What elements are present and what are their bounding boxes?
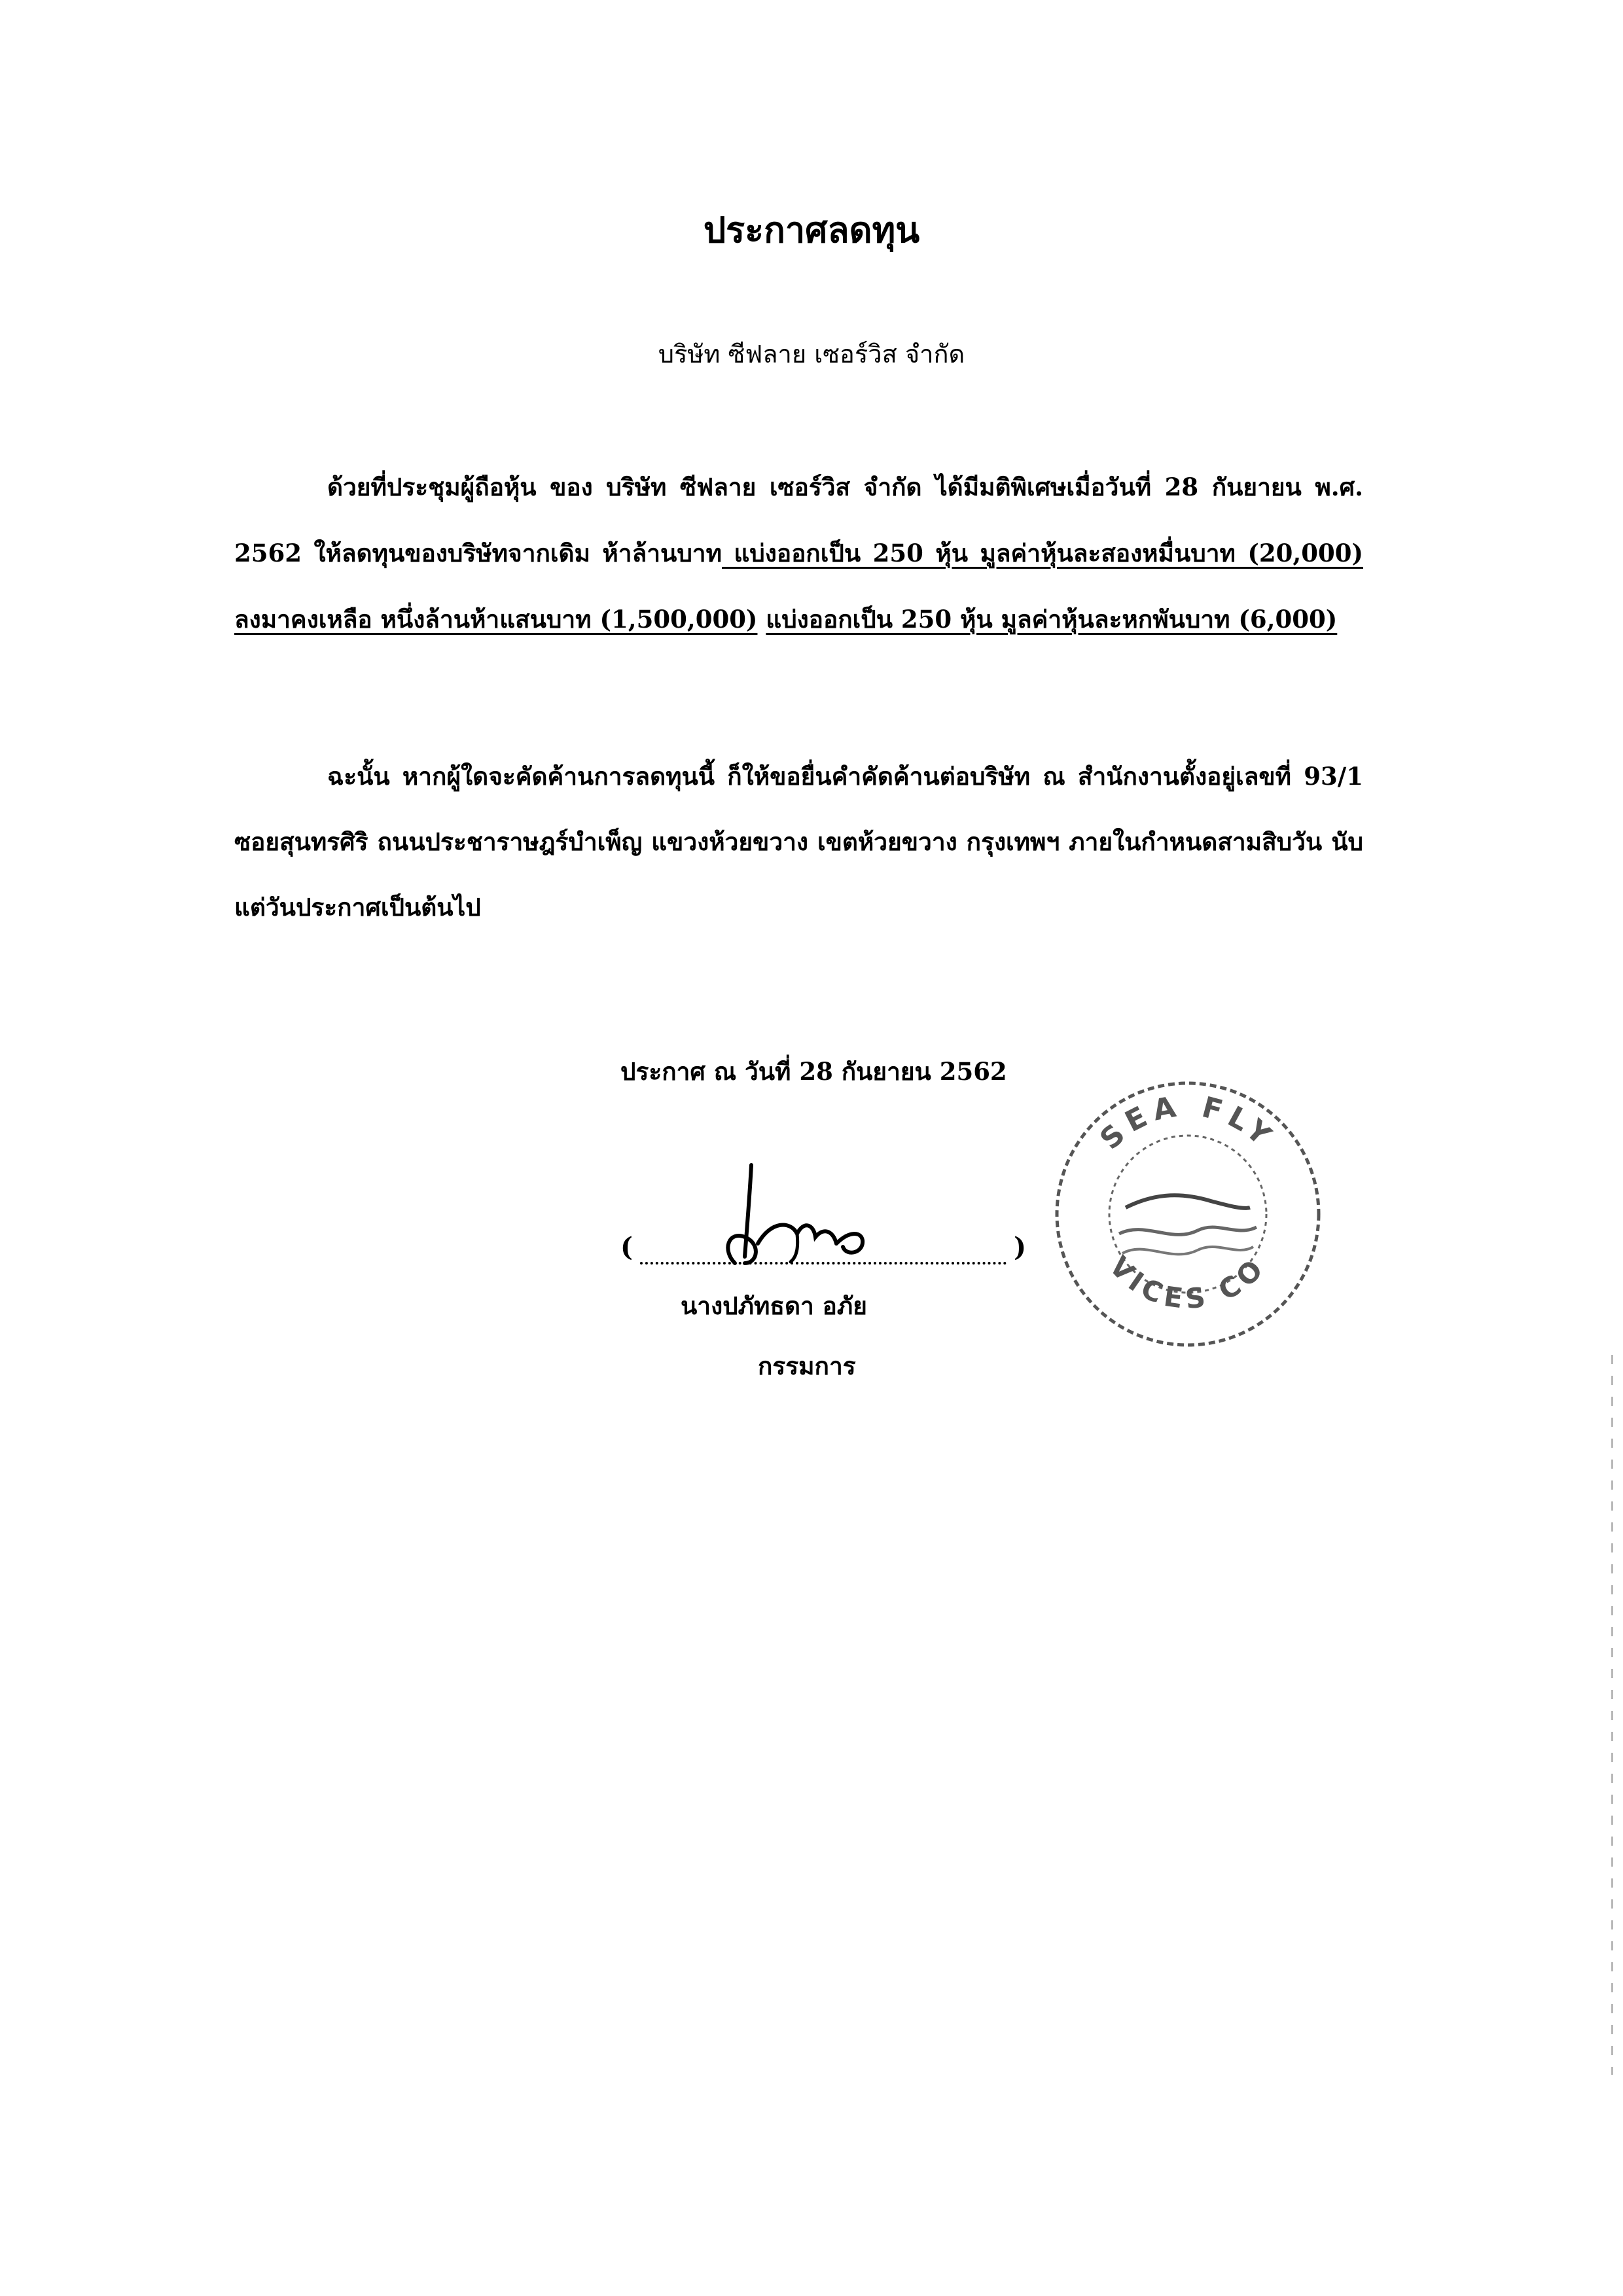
objection-text: ฉะนั้น หากผู้ใดจะคัดค้านการลดทุนนี้ ก็ให้ขอยื่นคำคัดค้านต่อบริษัท ณ สำนักงานตั้งอยู่เลขที่ 93/1 ซอยสุนทรศิริ ถนนประชาราษฎร์บำเพ็ญ แขวงห้วยขวาง เขตห้วยขวาง กรุงเทพฯ ภายในกำหนดสามสิบวัน นับแต่วันประกาศเป็นต้นไป xyxy=(234,762,1363,922)
paragraph-objection xyxy=(234,744,1363,940)
seal-text-bottom: VICES CO xyxy=(1103,1249,1273,1316)
seal-text-top: SEA FLY xyxy=(1094,1089,1282,1157)
signature-paren-close: ) xyxy=(1014,1232,1026,1263)
paragraph-resolution xyxy=(234,454,1363,653)
company-seal-stamp xyxy=(1047,1073,1329,1355)
resolution-text: ด้วยที่ประชุมผู้ถือหุ้น ของ บริษัท ซีฟลาย เซอร์วิส จำกัด ได้มีมติพิเศษเมื่อวันที่ 28 กันยายน พ.ศ. 2562 ให้ลดทุนของบริษัทจากเดิม ห้าล้านบาท xyxy=(234,473,1363,567)
resolution-underlined-1: แบ่งออกเป็น 250 หุ้น มูลค่าหุ้นละสองหมื่นบาท (20,000) ลงมาคงเหลือ หนึ่งล้านห้าแสนบาท (1,500,000) xyxy=(234,539,1363,634)
company-name: บริษัท ซีฟลาย เซอร์วิส จำกัด xyxy=(658,340,965,368)
svg-text:VICES CO xyxy=(1103,1250,1273,1316)
signature-block xyxy=(620,1158,1026,1289)
scan-edge-mark xyxy=(1611,1355,1613,2075)
handwritten-signature xyxy=(699,1158,869,1270)
signature-line xyxy=(640,1262,1007,1265)
signer-position: กรรมการ xyxy=(758,1352,856,1380)
signature-paren-open: ( xyxy=(620,1232,633,1263)
document-title: ประกาศลดทุน xyxy=(703,209,920,251)
signer-name: นางปภัทธดา อภัย xyxy=(681,1291,867,1320)
announcement-date: ประกาศ ณ วันที่ 28 กันยายน 2562 xyxy=(620,1057,1007,1086)
resolution-underlined-2: แบ่งออกเป็น 250 หุ้น มูลค่าหุ้นละหกพันบาท (6,000) xyxy=(766,605,1338,634)
